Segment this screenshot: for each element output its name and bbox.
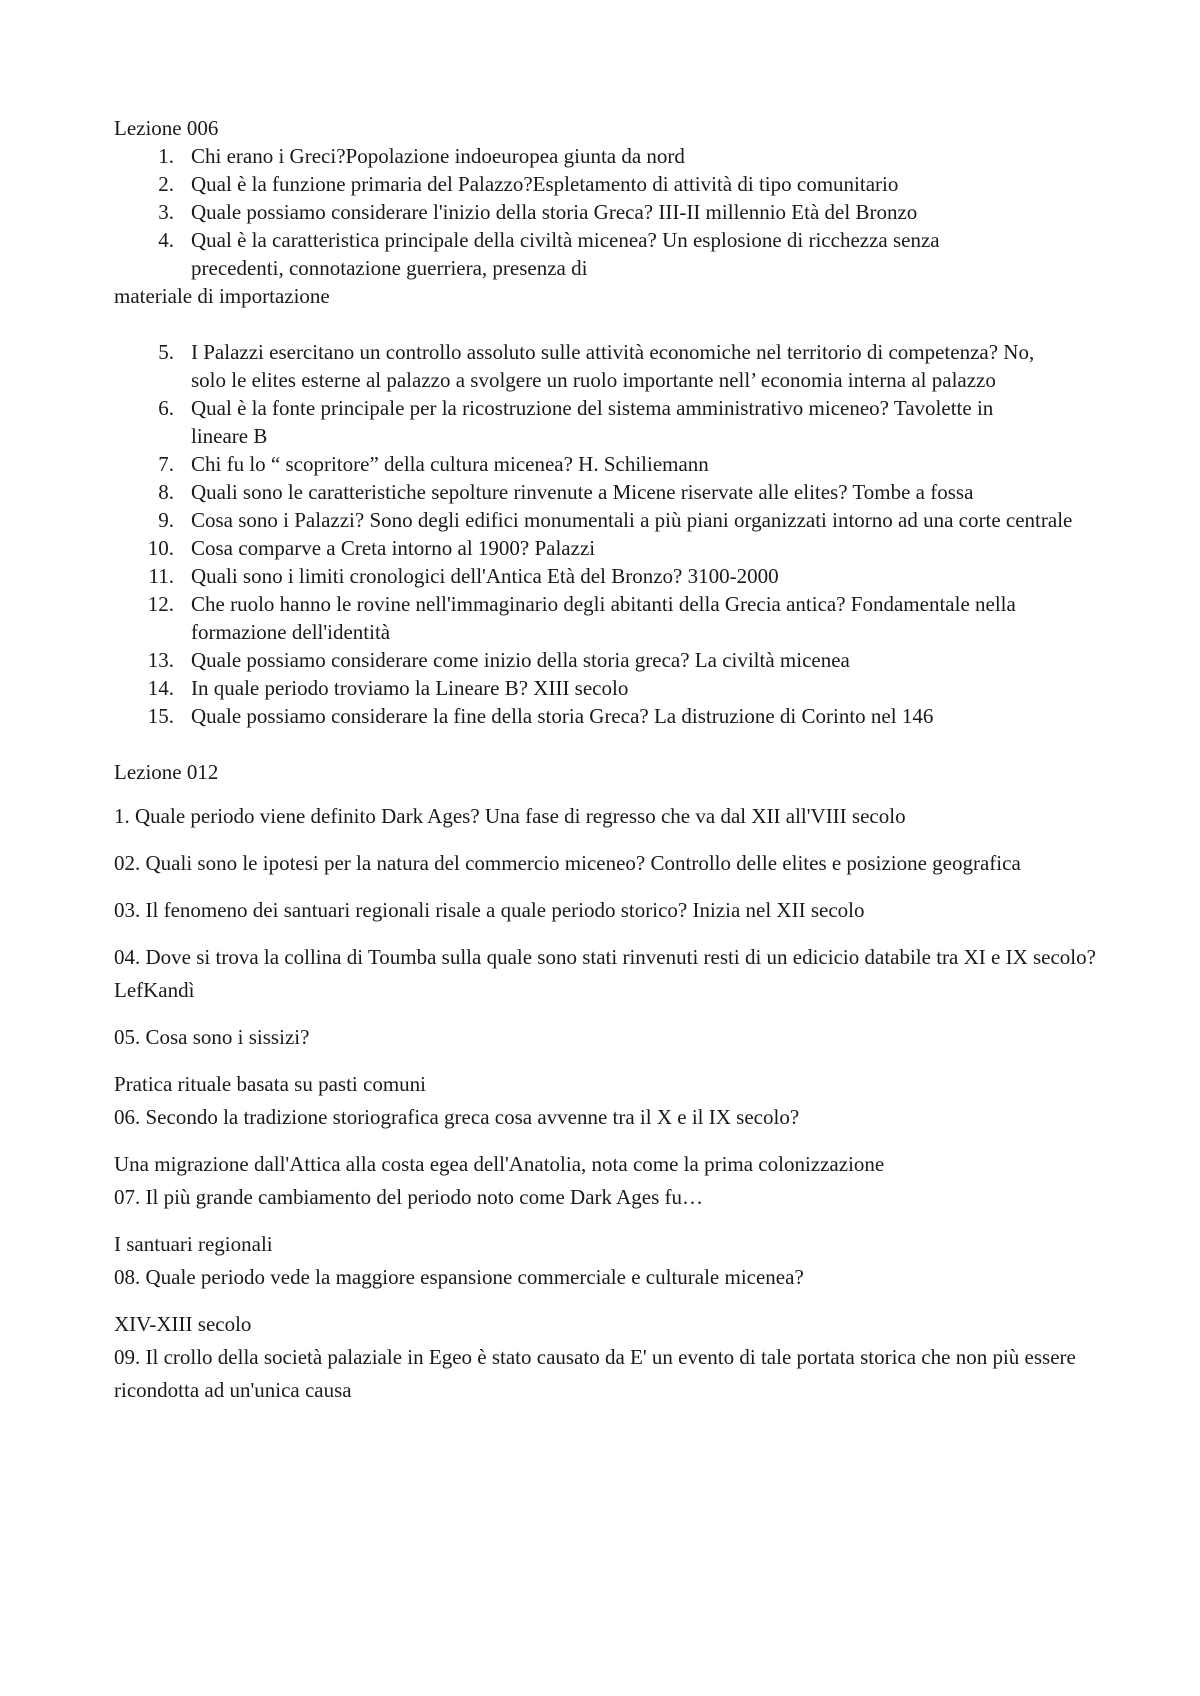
spacer: [114, 1294, 1104, 1308]
lesson-006-question-list-continued: [114, 338, 1104, 730]
lesson-012-question-4: 04. Dove si trova la collina di Toumba sulla quale sono stati rinvenuti resti di un edicicio databile tra XI e IX secolo? LefKandì: [114, 945, 1096, 1002]
spacer: [114, 1007, 1104, 1021]
item-number: 2.: [158, 172, 174, 196]
item-text: Quali sono i limiti cronologici dell'Antica Età del Bronzo? 3100-2000: [191, 564, 779, 588]
item-text: Quale possiamo considerare l'inizio della storia Greca? III-II millennio Età del Bronzo: [191, 200, 918, 224]
item-number: 12.: [147, 592, 174, 616]
lesson-012-question-9: 09. Il crollo della società palaziale in Egeo è stato causato da E' un evento di tale portata storica che non più essere ricondotta ad un'unica causa: [114, 1345, 1076, 1402]
item-text: Chi fu lo “ scopritore” della cultura micenea? H. Schiliemann: [191, 452, 709, 476]
item-text: Quale possiamo considerare la fine della storia Greca? La distruzione di Corinto nel 146: [191, 704, 934, 728]
list-item: [114, 478, 1104, 506]
spacer: [114, 1054, 1104, 1068]
item-number: 7.: [158, 452, 174, 476]
lesson-012-question-8: 08. Quale periodo vede la maggiore espansione commerciale e culturale micenea?: [114, 1265, 804, 1289]
item-number: 15.: [147, 704, 174, 728]
spacer: [114, 880, 1104, 894]
list-item: [114, 226, 1104, 282]
spacer: [114, 833, 1104, 847]
lesson-012-question-6: 06. Secondo la tradizione storiografica greca cosa avvenne tra il X e il IX secolo?: [114, 1105, 800, 1129]
lesson-012-title: Lezione 012: [114, 760, 219, 784]
item-number: 4.: [158, 228, 174, 252]
list-item: [114, 646, 1104, 674]
lesson-012-question-5: 05. Cosa sono i sissizi?: [114, 1025, 310, 1049]
item-number: 10.: [147, 536, 174, 560]
lesson-012-question-7: 07. Il più grande cambiamento del periodo noto come Dark Ages fu…: [114, 1185, 704, 1209]
lesson-012-answer-6: Una migrazione dall'Attica alla costa egea dell'Anatolia, nota come la prima colonizzazione: [114, 1152, 885, 1176]
lesson-012-question-3: 03. Il fenomeno dei santuari regionali risale a quale periodo storico? Inizia nel XII secolo: [114, 898, 865, 922]
spacer: [114, 786, 1104, 800]
item-text: Qual è la fonte principale per la ricostruzione del sistema amministrativo miceneo? Tavolette in lineare B: [191, 396, 994, 448]
item-text: Chi erano i Greci?Popolazione indoeuropea giunta da nord: [191, 144, 685, 168]
lesson-006-title: Lezione 006: [114, 116, 219, 140]
lesson-012-answer-7: I santuari regionali: [114, 1232, 273, 1256]
item-text: Cosa comparve a Creta intorno al 1900? Palazzi: [191, 536, 596, 560]
item-number: 13.: [147, 648, 174, 672]
item-number: 1.: [158, 144, 174, 168]
lesson-012-answer-5: Pratica rituale basata su pasti comuni: [114, 1072, 426, 1096]
item-text: Cosa sono i Palazzi? Sono degli edifici monumentali a più piani organizzati intorno ad una corte centrale: [191, 508, 1073, 532]
spacer: [114, 1214, 1104, 1228]
lesson-006-question-list: [114, 142, 1104, 282]
list-item: [114, 702, 1104, 730]
item-text: Quali sono le caratteristiche sepolture rinvenute a Micene riservate alle elites? Tombe a fossa: [191, 480, 974, 504]
list-item: [114, 562, 1104, 590]
item-number: 6.: [158, 396, 174, 420]
item-text: Qual è la caratteristica principale della civiltà micenea? Un esplosione di ricchezza senza precedenti, connotazione guerriera, presenza di: [191, 228, 940, 280]
item-number: 9.: [158, 508, 174, 532]
spacer: [114, 1134, 1104, 1148]
list-item: [114, 198, 1104, 226]
item-number: 5.: [158, 340, 174, 364]
spacer: [114, 927, 1104, 941]
list-item: [114, 142, 1104, 170]
item-number: 11.: [148, 564, 174, 588]
item-text: Che ruolo hanno le rovine nell'immaginario degli abitanti della Grecia antica? Fondamentale nella formazione dell'identità: [191, 592, 1016, 644]
item-text: I Palazzi esercitano un controllo assoluto sulle attività economiche nel territorio di competenza? No, solo le elites esterne al palazzo a svolgere un ruolo importante nell’ economia interna al palazzo: [191, 340, 1035, 392]
list-item: [114, 674, 1104, 702]
item-4-continuation: materiale di importazione: [114, 284, 330, 308]
list-item: [114, 506, 1104, 534]
list-item: [114, 590, 1104, 646]
lesson-012-answer-8: XIV-XIII secolo: [114, 1312, 252, 1336]
item-text: In quale periodo troviamo la Lineare B? XIII secolo: [191, 676, 629, 700]
item-text: Qual è la funzione primaria del Palazzo?Espletamento di attività di tipo comunitario: [191, 172, 899, 196]
document-page: [114, 114, 1104, 1407]
item-number: 3.: [158, 200, 174, 224]
list-item: [114, 170, 1104, 198]
item-number: 14.: [147, 676, 174, 700]
list-item: [114, 338, 1104, 394]
item-number: 8.: [158, 480, 174, 504]
list-item: [114, 534, 1104, 562]
list-item: [114, 450, 1104, 478]
lesson-012-question-1: 1. Quale periodo viene definito Dark Ages? Una fase di regresso che va dal XII all'VIII secolo: [114, 804, 906, 828]
list-item: [114, 394, 1104, 450]
item-text: Quale possiamo considerare come inizio della storia greca? La civiltà micenea: [191, 648, 850, 672]
lesson-012-question-2: 02. Quali sono le ipotesi per la natura del commercio miceneo? Controllo delle elites e posizione geografica: [114, 851, 1021, 875]
